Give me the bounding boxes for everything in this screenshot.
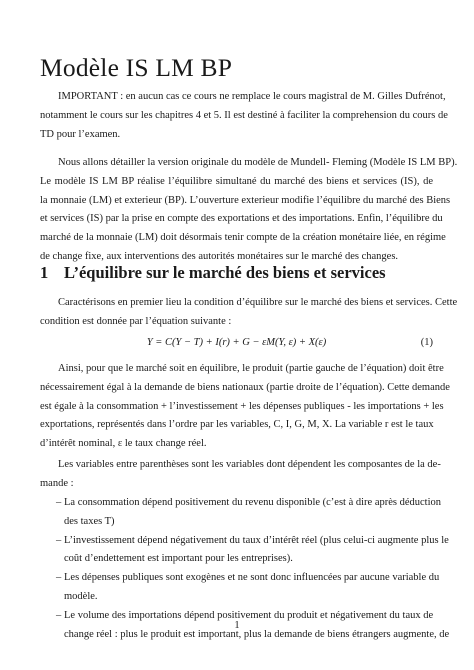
text-line: Le modèle IS LM BP réalise l’équilibre simultané du marché des biens et services (IS), de (40, 175, 433, 187)
text-line: et services (IS) par la prise en compte des exportations et des importations. Enfin, l’équilibre du (40, 213, 443, 225)
text-line: coût d’endettement est important pour les entreprises). (64, 553, 293, 565)
section-title: L’équilibre sur le marché des biens et services (64, 263, 386, 282)
equation-text: Y = C(Y − T) + I(r) + G − εM(Y, ε) + X(ε) (146, 337, 327, 348)
text-line: la monnaie (LM) et exterieur (BP). L’ouverture exterieur modifie l’équilibre du marché des Biens (40, 194, 451, 206)
text-line: des taxes T) (64, 515, 115, 527)
text-line: d’intérêt nominal, ε le taux change réel. (40, 438, 207, 450)
list-item (40, 494, 442, 532)
dash-bullet: – (56, 497, 62, 508)
dash-bullet: – (56, 609, 62, 621)
text-line: TD pour l’examen. (40, 128, 121, 140)
list-item (40, 569, 440, 607)
text-line: notamment le cours sur les chapitres 4 et 5. Il est destiné à faciliter la comprehension du cours de (40, 109, 448, 121)
text-line: Les variables entre parenthèses sont les variables dont dépendent les composantes de la de- (58, 459, 441, 470)
text-line: mande : (40, 477, 74, 489)
text-line: change réel : plus le produit est important, plus la demande de biens étrangers augmente, de (64, 628, 450, 640)
equation-1 (40, 334, 433, 352)
text-line: est égale à la consommation + l’investissement + les dépenses publiques - les importations + les (40, 400, 444, 412)
intro-paragraph (40, 88, 448, 144)
page-number: 1 (234, 620, 240, 631)
text-line: La consommation dépend positivement du revenu disponible (c’est à dire après déduction (64, 497, 442, 508)
overview-paragraph (40, 154, 458, 267)
section-number: 1 (40, 263, 49, 282)
text-line: IMPORTANT : en aucun cas ce cours ne remplace le cours magistral de M. Gilles Dufrénot, (58, 91, 446, 102)
dash-bullet: – (56, 534, 62, 546)
text-line: nécessairement égal à la demande de biens nationaux (partie droite de l’équation). Cette demande (40, 381, 450, 393)
section-intro-paragraph (40, 294, 458, 332)
equation-number: (1) (420, 337, 433, 348)
list-item (40, 532, 449, 570)
section-heading (40, 262, 386, 284)
dash-bullet: – (56, 572, 62, 584)
text-line: Nous allons détailler la version originale du modèle de Mundell- Fleming (Modèle IS LM BP). (58, 157, 458, 168)
text-line: Les dépenses publiques sont exogènes et ne sont donc influencées par aucune variable du (64, 572, 440, 584)
page-title: Modèle IS LM BP (40, 53, 233, 82)
text-line: marché de la monnaie (LM) doit désormais tenir compte de la création monétaire liée, en régime (40, 232, 446, 244)
explanation-paragraph (40, 360, 450, 454)
text-line: Caractérisons en premier lieu la condition d’équilibre sur le marché des biens et services. Cette (58, 297, 458, 308)
text-line: Le volume des importations dépend positivement du produit et négativement du taux de (64, 609, 434, 621)
text-line: modèle. (64, 590, 98, 602)
text-line: Ainsi, pour que le marché soit en équilibre, le produit (partie gauche de l’équation) doit être (58, 363, 444, 374)
variables-intro-paragraph (40, 456, 441, 494)
text-line: L’investissement dépend négativement du taux d’intérêt réel (plus celui-ci augmente plus le (64, 534, 449, 546)
text-line: exportations, représentés dans l’ordre par les variables, C, I, G, M, X. La variable r est le taux (40, 419, 434, 431)
text-line: condition est donnée par l’équation suivante : (40, 315, 232, 327)
text-line: de change fixe, aux interventions des autorités monétaires sur le marché des changes. (40, 250, 399, 262)
